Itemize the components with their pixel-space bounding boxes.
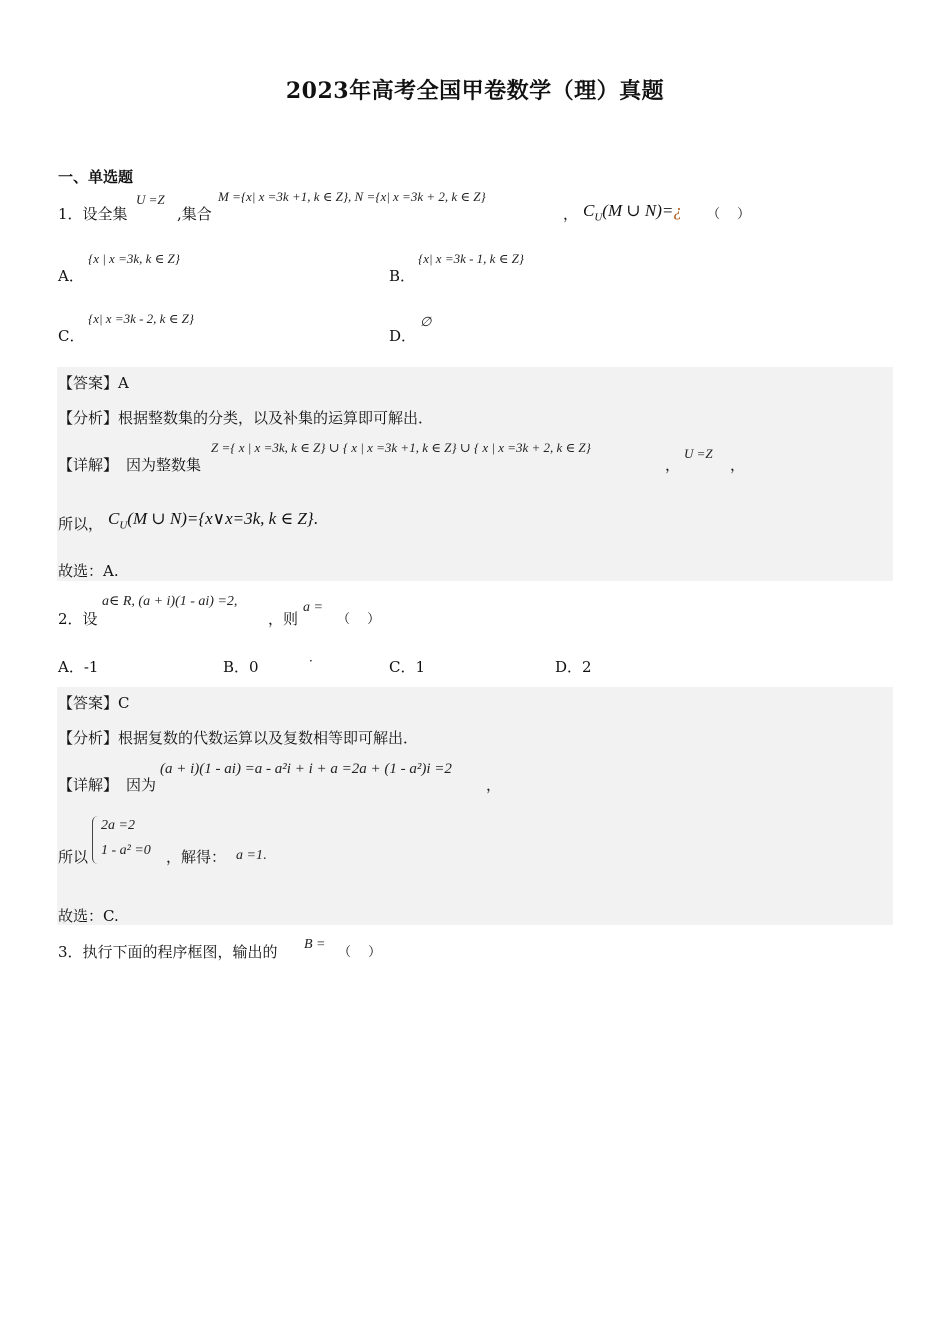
q1-detail-sep: ， <box>665 456 681 474</box>
q2-condition-math: a∈ R, (a + i)(1 - ai) =2, <box>102 594 238 609</box>
page-title: 2023年高考全国甲卷数学（理）真题 <box>285 78 665 104</box>
q2-answer: 【答案】C <box>58 694 130 712</box>
q2-stray-dot: · <box>309 654 313 668</box>
q1-option-c-math: {x| x =3k - 2, k ∈ Z} <box>88 311 195 326</box>
q1-option-d-label: D． <box>389 327 417 345</box>
q1-detail-text: 因为整数集 <box>126 456 202 474</box>
q2-analysis: 【分析】根据复数的代数运算以及复数相等即可解出． <box>58 729 419 747</box>
q1-option-b-math: {x| x =3k - 1, k ∈ Z} <box>418 251 525 266</box>
q1-analysis: 【分析】根据整数集的分类，以及补集的运算即可解出． <box>58 409 434 427</box>
q1-comma: ， <box>563 205 579 223</box>
q3-answer-paren: （ ） <box>338 945 382 960</box>
q2-then-text: ，则 <box>268 610 299 628</box>
q1-mid-text: ,集合 <box>177 205 212 223</box>
q1-option-c-label: C． <box>58 327 85 345</box>
q2-answer-paren: （ ） <box>337 612 381 627</box>
q3-b-eq: B = <box>304 937 326 952</box>
q2-option-a: A．-1 <box>58 658 99 676</box>
q1-complement-expression: $C_U(M$ ∪ N)=¿ <box>583 201 682 224</box>
q2-number: 2．设 <box>58 610 98 628</box>
q1-detail-end: ， <box>730 456 746 474</box>
q2-system-eq1: 2a =2 <box>101 818 135 833</box>
q2-detail-text: 因为 <box>126 776 157 794</box>
q2-result: a =1. <box>236 848 267 863</box>
q2-so-text: 所以 <box>58 848 89 866</box>
q1-answer: 【答案】A <box>58 374 129 392</box>
q2-choose: 故选：C. <box>58 907 119 925</box>
q1-detail-universal: U =Z <box>684 446 713 461</box>
q1-detail-tag: 【详解】 <box>58 456 119 474</box>
q1-answer-paren: （ ） <box>707 207 751 222</box>
q2-detail-tag: 【详解】 <box>58 776 119 794</box>
q1-set-definition: M ={x| x =3k +1, k ∈ Z}, N ={x| x =3k + 2, k ∈ Z} <box>218 189 486 204</box>
q1-option-a-label: A． <box>58 267 84 285</box>
q2-option-c: C．1 <box>389 658 426 676</box>
q2-option-b: B．0 <box>223 658 259 676</box>
q2-detail-end: ， <box>486 776 502 794</box>
q1-so-math: $C_U(M$ ∪ N)={x∨x=3k, k ∈ Z}. <box>108 509 318 532</box>
q2-option-d: D．2 <box>555 658 592 676</box>
section-heading: 一、单选题 <box>58 168 134 186</box>
q3-number: 3．执行下面的程序框图，输出的 <box>58 943 278 961</box>
q1-option-d-math: ∅ <box>420 314 432 329</box>
q1-choose: 故选：A. <box>58 562 119 580</box>
q1-option-a-math: {x | x =3k, k ∈ Z} <box>88 251 180 266</box>
q1-so-text: 所以， <box>58 515 104 533</box>
q2-system-brace <box>92 816 101 864</box>
q2-a-eq: a = <box>303 600 323 615</box>
q2-detail-math: (a + i)(1 - ai) =a - a²i + i + a =2a + (1 - a²)i =2 <box>160 761 452 777</box>
q2-solve-text: ，解得： <box>166 848 227 866</box>
q1-universal-set: U =Z <box>136 192 165 207</box>
q1-detail-math: Z ={ x | x =3k, k ∈ Z} ∪ { x | x =3k +1, k ∈ Z} ∪ { x | x =3k + 2, k ∈ Z} <box>211 440 591 455</box>
q1-option-b-label: B． <box>389 267 416 285</box>
q2-system-eq2: 1 - a² =0 <box>101 843 151 858</box>
q2-answer-box <box>57 687 893 925</box>
q1-number: 1．设全集 <box>58 205 128 223</box>
